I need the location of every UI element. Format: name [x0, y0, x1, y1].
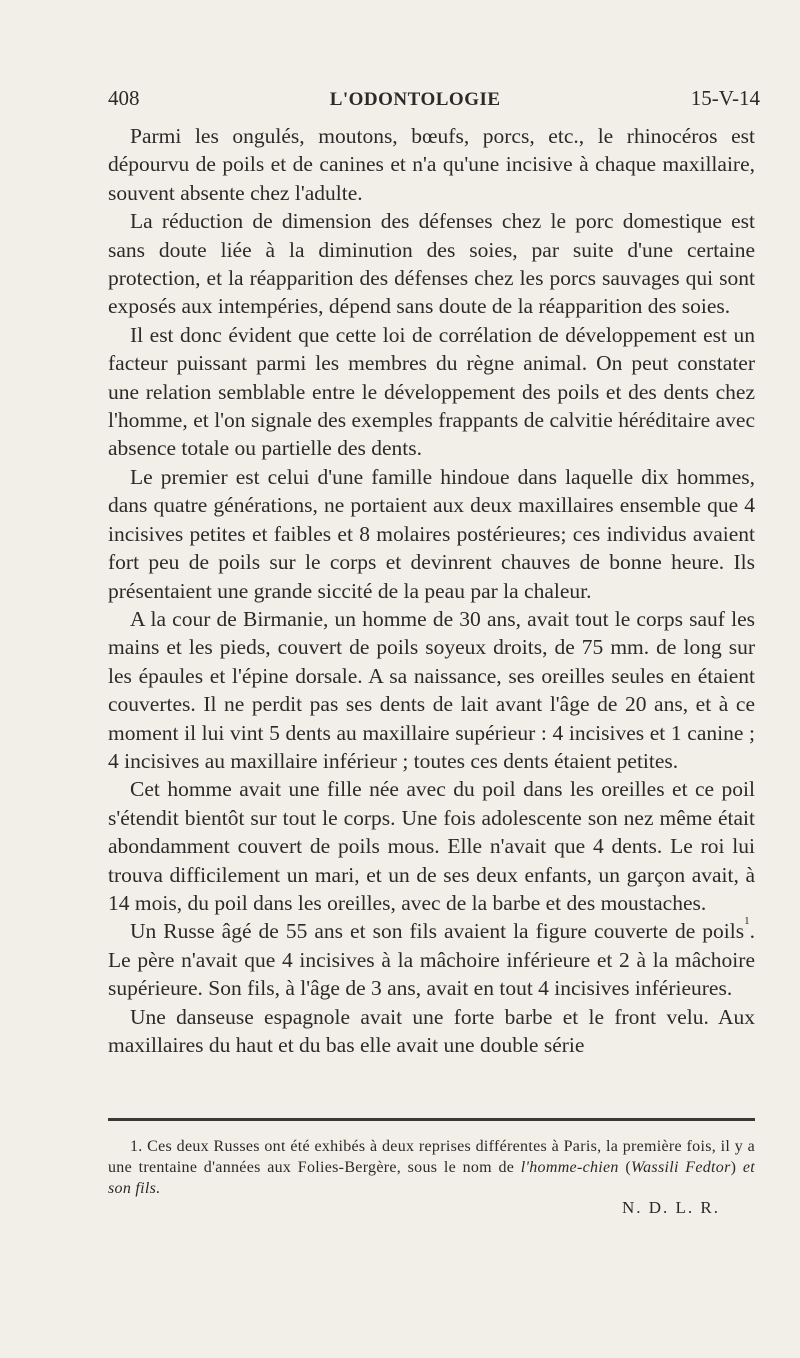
- footnote-mark: 1: [744, 915, 750, 928]
- footnote: [108, 1136, 755, 1199]
- issue-date: 15-V-14: [690, 86, 760, 110]
- paragraph: A la cour de Birmanie, un homme de 30 ans, avait tout le corps sauf les mains et les pieds, couvert de poils soyeux droits, de 75 mm. de long sur les épaules et l'épine dorsale. A sa naissance, ses oreilles seules en étaient couvertes. Il ne perdit pas ses dents de lait avant l'âge de 20 ans, et à ce moment il lui vint 5 dents au maxillaire supérieur : 4 incisives et 1 canine ; 4 incisives au maxillaire inférieur ; toutes ces dents étaient petites.: [108, 606, 755, 773]
- footnote-italic-person: Wassili Fedtor: [630, 1159, 731, 1176]
- paragraph: Il est donc évident que cette loi de corrélation de développement est un facteur puissant parmi les membres du règne animal. On peut constater une relation semblable entre le développement des poils et des dents chez l'homme, et l'on signale des exemples frappants de calvitie héréditaire avec absence totale ou partielle des dents.: [108, 322, 755, 461]
- paragraph-russe: [108, 917, 755, 1002]
- footnote-italic-name: l'homme-chien: [520, 1159, 619, 1176]
- footnote-paren: (: [618, 1159, 631, 1176]
- footnote-text: 1. Ces deux Russes ont été exhibés à deux reprises différentes à Paris, la première fois, il y a une trentaine d'années aux Folies-Bergère, sous le nom de: [108, 1138, 755, 1176]
- paragraph-text: . Le père n'avait que 4 incisives à la mâchoire inférieure et 2 à la mâchoire supérieure. Son fils, à l'âge de 3 ans, avait en tout 4 incisives inférieures.: [108, 919, 755, 1001]
- journal-title: L'ODONTOLOGIE: [329, 89, 501, 110]
- running-header: [108, 86, 760, 116]
- editorial-signature: N. D. L. R.: [621, 1198, 720, 1217]
- paragraph-text: Un Russe âgé de 55 ans et son fils avaient la figure couverte de poils: [130, 919, 745, 944]
- footnote-divider: [108, 1118, 755, 1121]
- body-text: [108, 122, 755, 1059]
- footnote-paren: ): [730, 1159, 737, 1176]
- footnote-italic-tail: et son fils.: [108, 1159, 755, 1197]
- paragraph: Parmi les ongulés, moutons, bœufs, porcs, etc., le rhinocéros est dépourvu de poils et de canines et n'a qu'une incisive à chaque maxillaire, souvent absente chez l'adulte.: [108, 124, 755, 205]
- paragraph: Cet homme avait une fille née avec du poil dans les oreilles et ce poil s'étendit bientôt sur tout le corps. Une fois adolescente son nez même était abondamment couvert de poils mous. Elle n'avait que 4 dents. Le roi lui trouva difficilement un mari, et un de ses deux enfants, un garçon avait, à 14 mois, du poil dans les oreilles, avec de la barbe et des moustaches.: [108, 777, 755, 915]
- paragraph: Le premier est celui d'une famille hindoue dans laquelle dix hommes, dans quatre générations, ne portaient aux deux maxillaires ensemble que 4 incisives petites et faibles et 8 molaires postérieures; ces individus avaient fort peu de poils sur le corps et devinrent chauves de bonne heure. Ils présentaient une grande siccité de la peau par la chaleur.: [108, 464, 755, 603]
- paragraph: La réduction de dimension des défenses chez le porc domestique est sans doute liée à la diminution des soies, par suite d'une certaine protection, et la réapparition des défenses chez les porcs sauvages qui sont exposés aux intempéries, dépend sans doute de la réapparition des soies.: [108, 209, 755, 319]
- paragraph: Une danseuse espagnole avait une forte barbe et le front velu. Aux maxillaires du haut et du bas elle avait une double série: [108, 1004, 755, 1057]
- page-number: 408: [108, 86, 140, 110]
